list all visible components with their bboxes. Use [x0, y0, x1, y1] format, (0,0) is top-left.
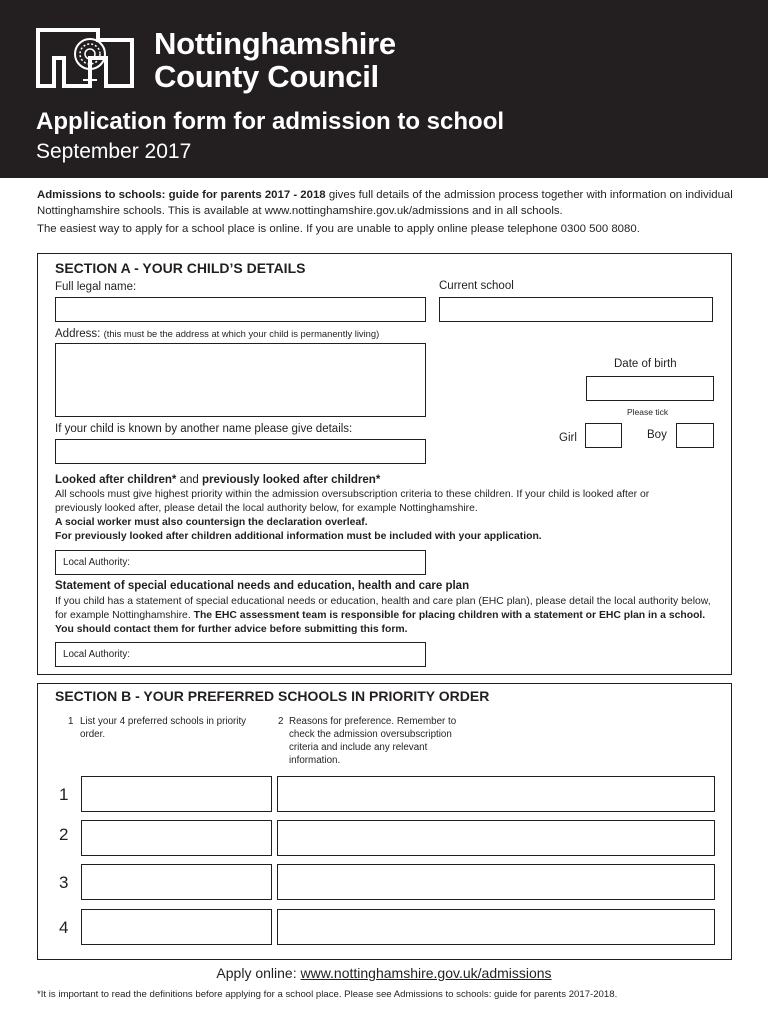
lac-social-worker-note: A social worker must also countersign the declaration overleaf.	[55, 517, 368, 528]
sen-text-part2: The EHC assessment team is responsible for placing children with a statement or EHC plan in a school. You should contact them for further advice before submitting this form.	[55, 610, 706, 635]
column1-number: 1	[68, 716, 74, 727]
sen-description	[55, 595, 715, 637]
row-number-1: 1	[59, 785, 69, 804]
column2-text: Reasons for preference. Remember to check the admission oversubscription criteria and include any relevant information.	[289, 716, 457, 766]
address-label-row	[55, 328, 379, 340]
full-name-label: Full legal name:	[55, 281, 137, 293]
tree-crest-logo-icon	[36, 28, 146, 88]
lac-previously-note: For previously looked after children additional information must be included with your application.	[55, 531, 542, 542]
footnote: *It is important to read the definitions before applying for a school place. Please see Admissions to schools: guide for parents 2017-2018.	[37, 989, 618, 1000]
lac-text: All schools must give highest priority within the admission oversubscription criteria to these children. If your child is looked after or previously looked after, please detail the local authority below, for example Nottinghamshire.	[55, 489, 650, 514]
apply-online-link[interactable]: www.nottinghamshire.gov.uk/admissions	[300, 965, 552, 981]
current-school-field[interactable]	[439, 297, 713, 322]
header-banner	[0, 0, 768, 178]
dob-field[interactable]	[586, 376, 714, 401]
column1-text: List your 4 preferred schools in priority order.	[80, 716, 247, 740]
council-name-line1: Nottinghamshire	[154, 26, 396, 61]
column1-instruction	[68, 715, 248, 741]
address-label: Address:	[55, 328, 101, 340]
please-tick-label: Please tick	[627, 407, 669, 417]
sen-heading: Statement of special educational needs and education, health and care plan	[55, 580, 470, 592]
section-a-title: SECTION A - YOUR CHILD’S DETAILS	[55, 260, 306, 276]
lac-heading-and: and	[176, 474, 202, 486]
section-b-title: SECTION B - YOUR PREFERRED SCHOOLS IN PRIORITY ORDER	[55, 688, 490, 704]
column2-instruction	[278, 715, 478, 767]
other-name-label: If your child is known by another name please give details:	[55, 423, 353, 435]
reason-field-1[interactable]	[277, 776, 715, 812]
lac-heading	[55, 474, 380, 486]
reason-field-2[interactable]	[277, 820, 715, 856]
school-preference-field-2[interactable]	[81, 820, 272, 856]
lac-heading-part1: Looked after children*	[55, 474, 177, 486]
apply-online-line	[0, 965, 768, 981]
form-subtitle: September 2017	[36, 140, 192, 163]
school-preference-field-4[interactable]	[81, 909, 272, 945]
guide-description: gives full details of the admission process together with information on individual Nottinghamshire schools. This is available at www.nottinghamshire.gov.uk/admissions and in all schools.	[37, 189, 733, 217]
section-a	[37, 253, 732, 675]
sen-text-part1: If you child has a statement of special educational needs or education, health and care plan (EHC plan), please detail the local authority below, for example Nottinghamshire.	[55, 596, 711, 621]
current-school-label: Current school	[439, 280, 514, 292]
intro-guide-paragraph	[37, 187, 737, 219]
lac-heading-part2: previously looked after children*	[202, 474, 381, 486]
reason-field-4[interactable]	[277, 909, 715, 945]
intro-text	[37, 187, 737, 237]
boy-checkbox[interactable]	[676, 423, 714, 448]
sen-text	[55, 595, 715, 637]
intro-online-paragraph: The easiest way to apply for a school place is online. If you are unable to apply online please telephone 0300 500 8080.	[37, 223, 640, 235]
school-preference-field-3[interactable]	[81, 864, 272, 900]
apply-online-prefix: Apply online:	[216, 965, 301, 981]
row-number-4: 4	[59, 918, 69, 937]
row-number-3: 3	[59, 873, 69, 892]
other-name-field[interactable]	[55, 439, 426, 464]
full-name-field[interactable]	[55, 297, 426, 322]
dob-label: Date of birth	[614, 358, 677, 370]
local-authority-field-1[interactable]	[55, 550, 426, 575]
local-authority-field-2[interactable]	[55, 642, 426, 667]
address-note: (this must be the address at which your child is permanently living)	[103, 328, 380, 339]
guide-title: Admissions to schools: guide for parents 2017 - 2018	[37, 189, 326, 201]
girl-checkbox[interactable]	[585, 423, 622, 448]
reason-field-3[interactable]	[277, 864, 715, 900]
section-b	[37, 683, 732, 960]
row-number-2: 2	[59, 825, 69, 844]
school-preference-field-1[interactable]	[81, 776, 272, 812]
column2-number: 2	[278, 716, 284, 727]
boy-label: Boy	[647, 429, 667, 441]
form-title: Application form for admission to school	[36, 108, 505, 135]
girl-label: Girl	[559, 432, 577, 444]
lac-description	[55, 488, 650, 544]
local-authority-label-1: Local Authority:	[63, 557, 130, 568]
local-authority-label-2: Local Authority:	[63, 649, 130, 660]
council-name-line2: County Council	[154, 59, 379, 94]
council-name	[154, 27, 396, 93]
address-field[interactable]	[55, 343, 426, 417]
